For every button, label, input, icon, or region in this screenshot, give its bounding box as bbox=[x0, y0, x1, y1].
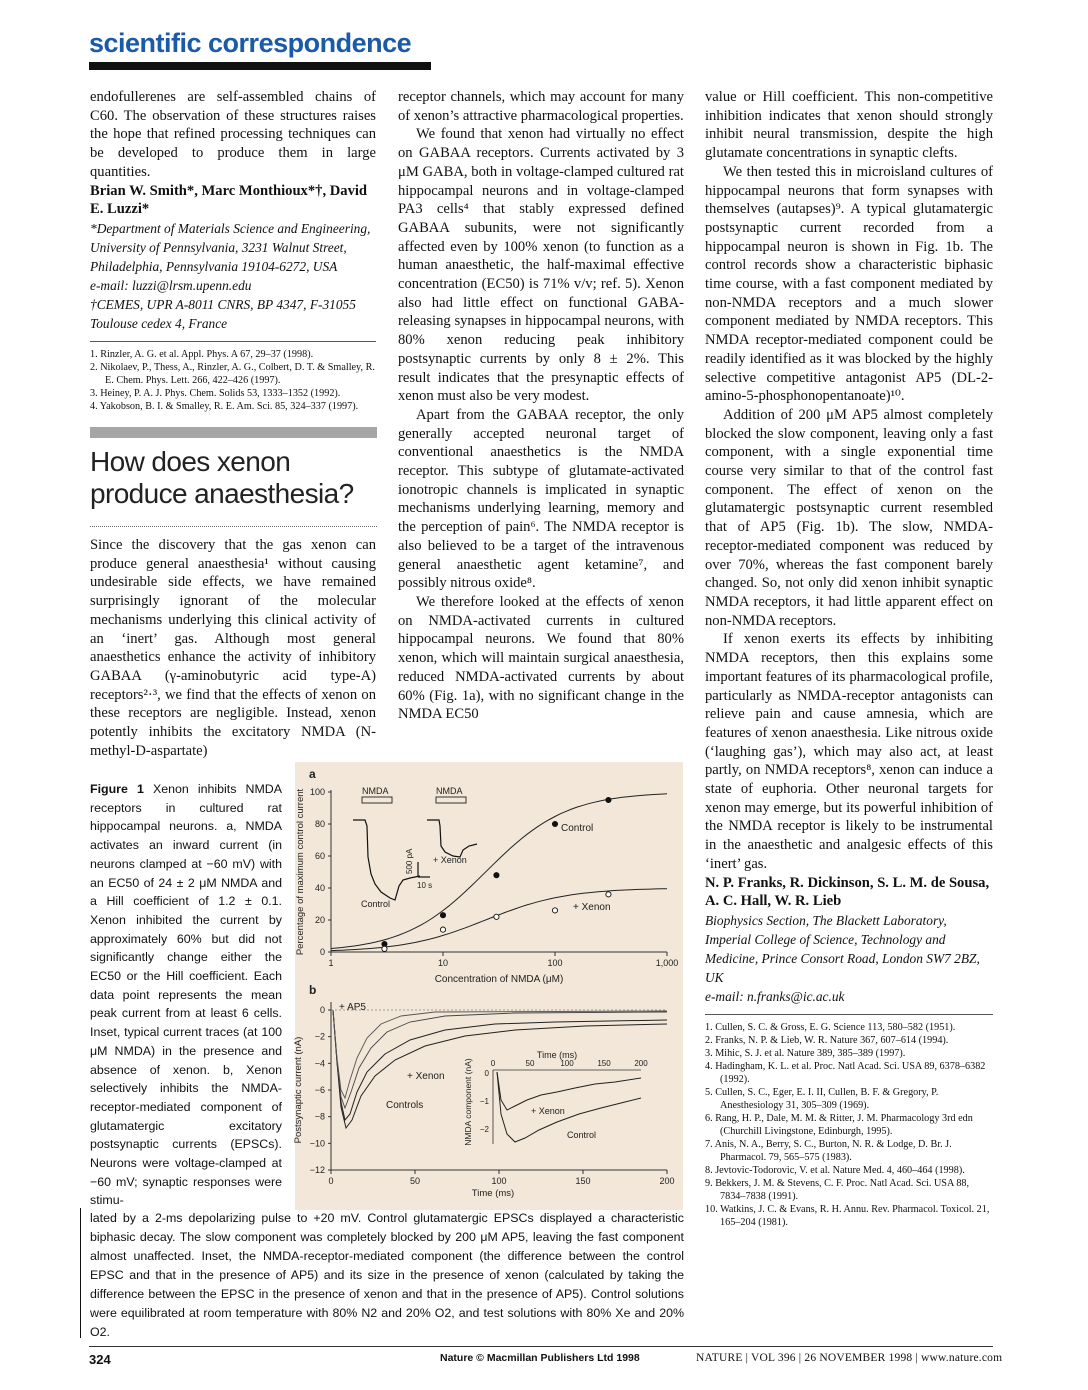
col2-paragraph-4: We therefore looked at the effects of xenon on NMDA-activated currents in cultured hippocampal neurons. We found that 80% xenon, which will maintain surgical anaesthesia, reduced NMDA-activated currents by about 60% (Fig. 1a), with no significant change in the NMDA EC50 bbox=[398, 593, 684, 723]
reference: 1. Rinzler, A. G. et al. Appl. Phys. A 67, 29–37 (1998). bbox=[90, 348, 314, 360]
xenon-data-point bbox=[552, 908, 557, 913]
x-tick-label: 200 bbox=[659, 1176, 675, 1186]
panel-a-x-axis-label: Concentration of NMDA (μM) bbox=[434, 974, 564, 985]
reference: 7. Anis, N. A., Berry, S. C., Burton, N. R. & Lodge, D. Br. J. Pharmacol. 79, 565–575 (1983). bbox=[705, 1138, 952, 1163]
caption-text-side: Xenon inhibits NMDA receptors in cultured rat hippocampal neurons. a, NMDA activates an inward current (in neurons clamped at −60 mV) with an EC50 of 24 ± 2 μM NMDA and a Hill coefficient of 1.2 ± 0.1. Xenon inhibited the current by approximately 60% but did not significantly change either the EC50 or the Hill coefficient. Each data point represents the mean peak current from at least 6 cells. Inset, typical current traces (at 100 μM NMDA) in the presence and absence of xenon. b, Xenon selectively inhibits the NMDA-receptor-mediated component of glutamatergic excitatory postsynaptic currents (EPSCs). Neurons were voltage-clamped at −60 mV; synaptic responses were stimu- bbox=[90, 782, 282, 1208]
xenon-data-point bbox=[382, 946, 387, 951]
inset-y-tick-label: −1 bbox=[479, 1097, 489, 1106]
y-tick-label: −2 bbox=[314, 1031, 325, 1042]
xenon-trace bbox=[427, 820, 477, 857]
scale-label-current: 500 pA bbox=[405, 848, 414, 874]
col1-affiliation-1: *Department of Materials Science and Engineering, University of Pennsylvania, 3231 Walnut Street, Philadelphia, Pennsylvania 19104-6272, USA bbox=[90, 220, 371, 274]
x-tick-label: 100 bbox=[491, 1176, 507, 1186]
column-1-article bbox=[90, 536, 376, 760]
inset-x-tick-label: 150 bbox=[597, 1059, 611, 1068]
footer-rule bbox=[89, 1346, 993, 1347]
x-tick-label: 50 bbox=[409, 1176, 421, 1186]
col3-references bbox=[705, 1021, 993, 1229]
y-tick-label: −12 bbox=[309, 1165, 325, 1175]
inset-x-tick-label: 200 bbox=[634, 1059, 648, 1068]
col3-paragraph-4: If xenon exerts its effects by inhibiting NMDA receptors, then this explains some important features of its pharmacological profile, particularly as NMDA-receptor antagonists can relieve pain and cause amnesia, which are features of xenon anaesthesia. Like nitrous oxide (‘laughing gas’), which may also act, at least partly, on NMDA receptors⁸, xenon can induce a state of euphoria. Other neuronal targets for xenon may emerge, but its powerful inhibition of the NMDA receptor is likely to be instrumental in the anaesthetic and analgesic effects of this ‘inert’ gas. bbox=[705, 631, 993, 872]
col3-paragraph-1: value or Hill coefficient. This non-competitive inhibition indicates that xenon should strongly inhibit neural transmission, despite the high glutamate concentrations in synaptic clefts. bbox=[705, 89, 993, 162]
reference: 4. Yakobson, B. I. & Smalley, R. E. Am. Sci. 85, 324–337 (1997). bbox=[90, 400, 359, 412]
control-fit-curve bbox=[331, 794, 667, 949]
col2-paragraph-3: Apart from the GABAA receptor, the only generally accepted neuronal target of conventional anaesthetics is the NMDA receptor. This subtype of glutamate-activated ionotropic channels is implicated in synaptic mechanisms underlying learning, memory and the perception of pain⁶. The NMDA receptor is also believed to be a target of the intravenous general anaesthetic agent ketamine⁷, and possibly nitrous oxide⁸. bbox=[398, 406, 684, 592]
ap5-trace bbox=[333, 1010, 667, 1098]
section-title: scientific correspondence bbox=[89, 28, 412, 58]
panel-a-data-points bbox=[382, 797, 611, 951]
col1-paragraph-1: endofullerenes are self-assembled chains of C60. The observation of these structures raises the hope that refined processing techniques can be developed to produce them in large quantities. bbox=[90, 89, 376, 180]
control-data-point bbox=[606, 797, 611, 802]
caption-left-rule bbox=[80, 1208, 81, 1338]
x-tick-label: 100 bbox=[547, 958, 563, 968]
col2-paragraph-2: We found that xenon had virtually no effect on GABAA receptors. Currents activated by 3 μM GABA, both in voltage-clamped cultured rat hippocampal neurons and in voltage-clamped PA3 cells⁴ that stably expressed defined GABAA subunits, were not significantly affected even by 100% xenon (to function as a human anaesthetic, the half-maximal effective concentration (EC50) is 71% v/v; ref. 5). Xenon also had little effect on functional GABA-releasing synapses in hippocampal neurons, with 80% xenon reducing peak inhibitory postsynaptic currents by only 8 ± 2%. This result indicates that the presynaptic effects of xenon must also be very modest. bbox=[398, 126, 684, 405]
y-tick-label: 0 bbox=[319, 947, 325, 957]
reference: 2. Franks, N. P. & Lieb, W. R. Nature 367, 607–614 (1994). bbox=[705, 1034, 949, 1046]
y-tick-label: −8 bbox=[314, 1111, 325, 1122]
reference: 3. Mihic, S. J. et al. Nature 389, 385–389 (1997). bbox=[705, 1047, 906, 1059]
inset-nmda-label-2: NMDA bbox=[436, 786, 463, 796]
refs-rule bbox=[90, 341, 376, 342]
reference: 10. Watkins, J. C. & Evans, R. H. Annu. Rev. Pharmacol. Toxicol. 21, 165–204 (1981). bbox=[705, 1203, 990, 1228]
y-tick-label: −6 bbox=[314, 1085, 325, 1095]
inset-y-tick-label: −2 bbox=[479, 1125, 489, 1134]
panel-b-inset bbox=[463, 1050, 648, 1146]
refs-rule bbox=[705, 1014, 993, 1015]
inset-b-y-axis-label: NMDA component (nA) bbox=[463, 1058, 473, 1146]
inset-nmda-label-1: NMDA bbox=[362, 786, 389, 796]
col1-authors: Brian W. Smith*, Marc Monthioux*†, David E. Luzzi* bbox=[90, 182, 368, 218]
col2-paragraph-1: receptor channels, which may account for many of xenon’s attractive pharmacological properties. bbox=[398, 89, 684, 124]
panel-b-ticks bbox=[310, 1005, 675, 1186]
inset-x-tick-label: 0 bbox=[490, 1059, 496, 1068]
col1-affiliation-2: †CEMES, UPR A-8011 CNRS, BP 4347, F-31055 Toulouse cedex 4, France bbox=[90, 296, 356, 331]
col3-affiliation: Biophysics Section, The Blackett Laboratory, Imperial College of Science, Technology and Medicine, Prince Consort Road, London SW7 2BZ, UK bbox=[705, 912, 980, 985]
column-3 bbox=[705, 88, 993, 1229]
col3-email: e-mail: n.franks@ic.ac.uk bbox=[705, 988, 845, 1004]
reference: 9. Bekkers, J. M. & Stevens, C. F. Proc. Natl Acad. Sci. USA 88, 7834–7838 (1991). bbox=[705, 1177, 970, 1202]
reference: 5. Cullen, S. C., Eger, E. I. II, Cullen, B. F. & Gregory, P. Anesthesiology 31, 305–309 (1969). bbox=[705, 1086, 939, 1111]
control-data-point bbox=[552, 821, 557, 826]
col1-references bbox=[90, 348, 376, 413]
xenon-data-point bbox=[440, 927, 445, 932]
inset-label-control: Control bbox=[361, 899, 391, 909]
figure-caption-bottom: lated by a 2-ms depolarizing pulse to +20 mV. Control glutamatergic EPSCs displayed a characteristic biphasic decay. The slow component was completely blocked by 200 μM AP5, leaving the fast component almost unaffected. Inset, the NMDA-receptor-mediated component (the difference between the control EPSC and that in the presence of AP5) and its size in the presence of xenon (calculated by taking the difference between the EPSC in the presence of xenon and that in the presence of AP5). Control solutions were equilibrated at room temperature with 80% N2 and 20% O2, and test solutions with 80% Xe and 20% O2. bbox=[90, 1211, 684, 1339]
reference: 2. Nikolaev, P., Thess, A., Rinzler, A. G., Colbert, D. T. & Smalley, R. E. Chem. Phys. Lett. 266, 422–426 (1997). bbox=[90, 361, 375, 386]
y-tick-label: 20 bbox=[314, 915, 325, 925]
y-tick-label: 100 bbox=[309, 787, 325, 797]
label-xenon-b: + Xenon bbox=[407, 1071, 445, 1082]
headline-dotted-rule bbox=[90, 526, 377, 527]
inset-x-tick-label: 50 bbox=[525, 1059, 535, 1068]
label-ap5: + AP5 bbox=[339, 1002, 366, 1013]
xenon-data-point bbox=[606, 892, 611, 897]
header-rule bbox=[89, 62, 431, 70]
nmda-bar-2 bbox=[436, 797, 466, 803]
col3-paragraph-3: Addition of 200 μM AP5 almost completely blocked the slow component, leaving only a fast component, with a single exponential time course very similar to that of the control fast component. The effect of xenon on the glutamatergic postsynaptic current resembled that of AP5 (Fig. 1b). The slow, NMDA-receptor-mediated component was reduced by over 70%, whereas the fast component barely changed. So, not only did xenon inhibit synaptic NMDA receptors, it had little apparent effect on non-NMDA receptors. bbox=[705, 406, 993, 629]
label-xenon: + Xenon bbox=[573, 902, 611, 913]
y-tick-label: 40 bbox=[314, 883, 325, 893]
panel-a-inset bbox=[353, 786, 477, 909]
inset-b-label-control: Control bbox=[567, 1130, 597, 1140]
inset-label-xenon: + Xenon bbox=[433, 855, 467, 865]
panel-b-label: b bbox=[309, 983, 317, 997]
x-tick-label: 1,000 bbox=[655, 958, 679, 968]
figure-label: Figure 1 bbox=[90, 782, 144, 796]
article-divider bbox=[90, 427, 377, 438]
inset-xenon-trace bbox=[497, 1072, 641, 1110]
scale-label-time: 10 s bbox=[417, 881, 433, 890]
col3-authors: N. P. Franks, R. Dickinson, S. L. M. de Sousa, A. C. Hall, W. R. Lieb bbox=[705, 874, 990, 910]
panel-b-y-axis-label: Postsynaptic current (nA) bbox=[293, 1036, 304, 1144]
column-1 bbox=[90, 88, 376, 413]
panel-a-y-axis-label: Percentage of maximum control current bbox=[295, 788, 306, 956]
article-intro: Since the discovery that the gas xenon can produce general anaesthesia¹ without causing undesirable side effects, we have remained surprisingly ignorant of the molecular mechanisms underlying this clinical activity of an ‘inert’ gas. Although most general anaesthetics enhance the activity of inhibitory GABAA (γ-aminobutyric acid type-A) receptors²·³, we find that the effects of xenon on these receptors are negligible. Instead, xenon potently inhibits the excitatory NMDA (N-methyl-D-aspartate) bbox=[90, 537, 376, 759]
article-headline: How does xenon produce anaesthesia? bbox=[90, 446, 354, 509]
reference: 3. Heiney, P. A. J. Phys. Chem. Solids 53, 1333–1352 (1992). bbox=[90, 387, 341, 399]
inset-x-tick-label: 100 bbox=[560, 1059, 574, 1068]
y-tick-label: 80 bbox=[314, 819, 325, 829]
label-controls: Controls bbox=[386, 1100, 424, 1111]
inset-y-tick-label: 0 bbox=[484, 1069, 489, 1078]
x-tick-label: 1 bbox=[328, 958, 334, 968]
panel-a-ticks bbox=[310, 787, 678, 968]
control-data-point bbox=[440, 913, 445, 918]
panel-a-axes bbox=[331, 790, 667, 952]
x-tick-label: 0 bbox=[328, 1176, 334, 1186]
figure-1 bbox=[295, 762, 683, 1210]
reference: 8. Jevtovic-Todorovic, V. et al. Nature Med. 4, 460–464 (1998). bbox=[705, 1164, 965, 1176]
footer-journal-info: NATURE | VOL 396 | 26 NOVEMBER 1998 | www.nature.com bbox=[696, 1352, 1003, 1364]
y-tick-label: 0 bbox=[319, 1005, 325, 1015]
col1-email: e-mail: luzzi@lrsm.upenn.edu bbox=[90, 277, 252, 293]
figure-caption-side bbox=[90, 780, 282, 1210]
panel-b-x-axis-label: Time (ms) bbox=[471, 1188, 515, 1199]
reference: 1. Cullen, S. C. & Gross, E. G. Science 113, 580–582 (1951). bbox=[705, 1021, 956, 1033]
xenon-data-point bbox=[494, 914, 499, 919]
label-control: Control bbox=[561, 823, 594, 834]
column-2 bbox=[398, 88, 684, 724]
nmda-bar-1 bbox=[362, 797, 392, 803]
col3-paragraph-2: We then tested this in microisland cultures of hippocampal neurons that form synapses with themselves (autapses)⁹. A typical glutamatergic postsynaptic current recorded from a hippocampal neuron is shown in Fig. 1b. The control records show a characteristic biphasic time course, with a fast component mediated by non-NMDA receptors and a much slower component mediated by NMDA receptors. This NMDA receptor-mediated component could be readily identified as it was blocked by the highly selective competitive antagonist AP5 (DL-2-amino-5-phosphonopentanoate)¹⁰. bbox=[705, 163, 993, 405]
panel-a-label: a bbox=[309, 767, 316, 781]
x-tick-label: 150 bbox=[575, 1176, 591, 1186]
controls-trace-2 bbox=[333, 1010, 667, 1128]
control-data-point bbox=[494, 873, 499, 878]
xenon-fit-curve bbox=[331, 889, 667, 951]
inset-b-x-axis-label: Time (ms) bbox=[536, 1050, 578, 1060]
page-number: 324 bbox=[89, 1352, 111, 1367]
x-tick-label: 10 bbox=[437, 958, 449, 968]
reference: 6. Rang, H. P., Dale, M. M. & Ritter, J. M. Pharmacology 3rd edn (Churchill Livingstone, Edinburgh, 1995). bbox=[705, 1112, 973, 1137]
y-tick-label: 60 bbox=[314, 851, 325, 861]
y-tick-label: −4 bbox=[314, 1058, 325, 1069]
y-tick-label: −10 bbox=[309, 1138, 325, 1149]
inset-b-label-xenon: + Xenon bbox=[531, 1106, 565, 1116]
footer-copyright: Nature © Macmillan Publishers Ltd 1998 bbox=[440, 1352, 640, 1364]
reference: 4. Hadingham, K. L. et al. Proc. Natl Acad. Sci. USA 89, 6378–6382 (1992). bbox=[705, 1060, 986, 1085]
